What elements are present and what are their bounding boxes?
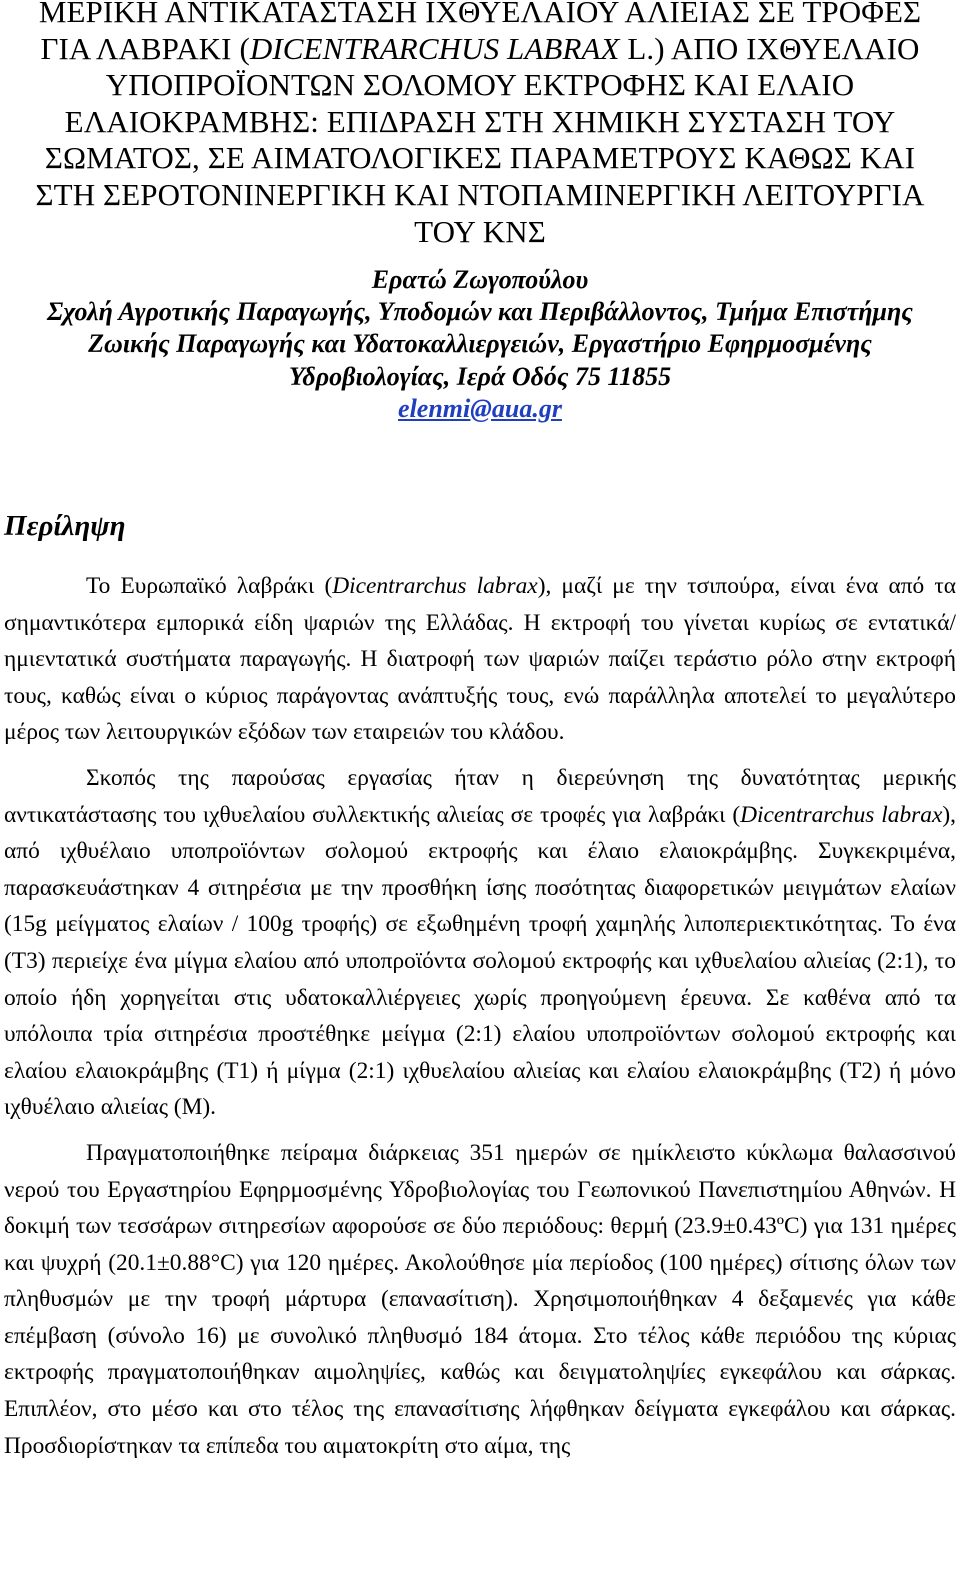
abstract-paragraph: Πραγματοποιήθηκε πείραμα διάρκειας 351 ημερών σε ημίκλειστο κύκλωμα θαλασσινού νερού του Εργαστηρίου Εφηρμοσμένης Υδροβιολογίας του Γεωπονικού Πανεπιστημίου Αθηνών. Η δοκιμή των τεσσάρων σιτηρεσίων αφορούσε σε δύο περιόδους: θερμή (23.9±0.43ºC) για 131 ημέρες και ψυχρή (20.1±0.88°C) για 120 ημέρες. Ακολούθησε μία περίοδος (100 ημέρες) σίτισης όλων των πληθυσμών με την τροφή μάρτυρα (επανασίτιση). Χρησιμοποιήθηκαν 4 δεξαμενές για κάθε επέμβαση (σύνολο 16) με συνολικό πληθυσμό 184 άτομα. Στο τέλος κάθε περιόδου της κύριας εκτροφής πραγματοποιήθηκαν αιμοληψίες, καθώς και δειγματοληψίες εγκεφάλου και σάρκας. Επιπλέον, στο μέσο και στο τέλος της επανασίτισης λήφθηκαν δείγματα εγκεφάλου και σάρκας. Προσδιορίστηκαν τα επίπεδα του αιματοκρίτη στο αίμα, της: [4, 1139, 956, 1459]
affiliation-line: Υδροβιολογίας, Ιερά Οδός 75 11855: [288, 361, 672, 391]
paragraph-text: ), από ιχθυέλαιο υποπροϊόντων σολομού εκτροφής και έλαιο ελαιοκράμβης. Συγκεκριμένα, παρασκευάστηκαν 4 σιτηρέσια με την προσθήκη ίσης ποσότητας διαφορετικών μειγμάτων ελαίων (15g μείγματος ελαίων / 100g τροφής) σε εξωθημένη τροφή χαμηλής λιποπεριεκτικότητας. Το ένα (Τ3) περιείχε ένα μίγμα ελαίου από υποπροϊόντα σολομού εκτροφής και ιχθυελαίου αλιείας (2:1), το οποίο ήδη χορηγείται στις υδατοκαλλιέργειες χωρίς προηγούμενη έρευνα. Σε καθένα από τα υπόλοιπα τρία σιτηρέσια προστέθηκε μείγμα (2:1) ελαίου υποπροϊόντων σολομού εκτροφής και ελαίου ελαιοκράμβης (Τ1) ή μίγμα (2:1) ιχθυελαίου αλιείας και ελαίου ελαιοκράμβης (Τ2) ή μόνο ιχθυέλαιο αλιείας (Μ).: [4, 801, 956, 1121]
abstract-body: [4, 568, 956, 1464]
species-name: Dicentrarchus labrax: [740, 801, 943, 828]
email-line: [4, 393, 956, 425]
paragraph-text: Το Ευρωπαϊκό λαβράκι (: [86, 573, 333, 599]
abstract-paragraph: [4, 760, 956, 1126]
species-name: Dicentrarchus labrax: [332, 573, 538, 599]
abstract-paragraph: [4, 568, 956, 751]
email-link[interactable]: elenmi@aua.gr: [398, 393, 562, 423]
title-line: ΤΟΥ ΚΝΣ: [414, 213, 546, 249]
title-line: ΣΤΗ ΣΕΡΟΤΟΝΙΝΕΡΓΙΚΗ ΚΑΙ ΝΤΟΠΑΜΙΝΕΡΓΙΚΗ ΛΕΙΤΟΥΡΓΙΑ: [35, 176, 925, 212]
paragraph-text: ), μαζί με την τσιπούρα, είναι ένα από τα σημαντικότερα εμπορικά είδη ψαριών της Ελλάδας. Η εκτροφή του γίνεται κυρίως σε εντατικά/ημιεντατικά συστήματα παραγωγής. Η διατροφή των ψαριών παίζει τεράστιο ρόλο στην εκτροφή τους, καθώς είναι ο κύριος παράγοντας ανάπτυξής τους, ενώ παράλληλα αποτελεί το μεγαλύτερο μέρος των λειτουργικών εξόδων των εταιρειών του κλάδου.: [4, 573, 956, 746]
title-line: [4, 31, 956, 68]
title-line: ΥΠΟΠΡΟΪΟΝΤΩΝ ΣΟΛΟΜΟΥ ΕΚΤΡΟΦΗΣ ΚΑΙ ΕΛΑΙΟ: [105, 67, 855, 103]
title-text: ΓΙΑ ΛΑΒΡΑΚΙ (: [40, 30, 250, 66]
paper-title: [4, 0, 956, 250]
author-block: [4, 264, 956, 425]
title-line: ΣΩΜΑΤΟΣ, ΣΕ ΑΙΜΑΤΟΛΟΓΙΚΕΣ ΠΑΡΑΜΕΤΡΟΥΣ ΚΑΘΩΣ ΚΑΙ: [44, 140, 916, 176]
affiliation-line: Ζωικής Παραγωγής και Υδατοκαλλιεργειών, Εργαστήριο Εφηρμοσμένης: [88, 329, 872, 359]
paragraph-text: Σκοπός της παρούσας εργασίας ήταν η διερεύνηση της δυνατότητας μερικής αντικατάστασης του ιχθυελαίου συλλεκτικής αλιείας σε τροφές για λαβράκι (: [4, 764, 956, 828]
abstract-heading: Περίληψη: [4, 510, 126, 542]
author-name: Ερατώ Ζωγοπούλου: [371, 265, 589, 294]
species-name: DICENTRARCHUS LABRAX: [249, 30, 620, 66]
affiliation-line: Σχολή Αγροτικής Παραγωγής, Υποδομών και Περιβάλλοντος, Τμήμα Επιστήμης: [47, 297, 913, 327]
title-text: L.) ΑΠΟ ΙΧΘΥΕΛΑΙΟ: [619, 30, 920, 66]
title-line: ΜΕΡΙΚΗ ΑΝΤΙΚΑΤΑΣΤΑΣΗ ΙΧΘΥΕΛΑΙΟΥ ΑΛΙΕΙΑΣ ΣΕ ΤΡΟΦΕΣ: [38, 0, 922, 29]
title-line: ΕΛΑΙΟΚΡΑΜΒΗΣ: ΕΠΙΔΡΑΣΗ ΣΤΗ ΧΗΜΙΚΗ ΣΥΣΤΑΣΗ ΤΟΥ: [64, 103, 896, 139]
